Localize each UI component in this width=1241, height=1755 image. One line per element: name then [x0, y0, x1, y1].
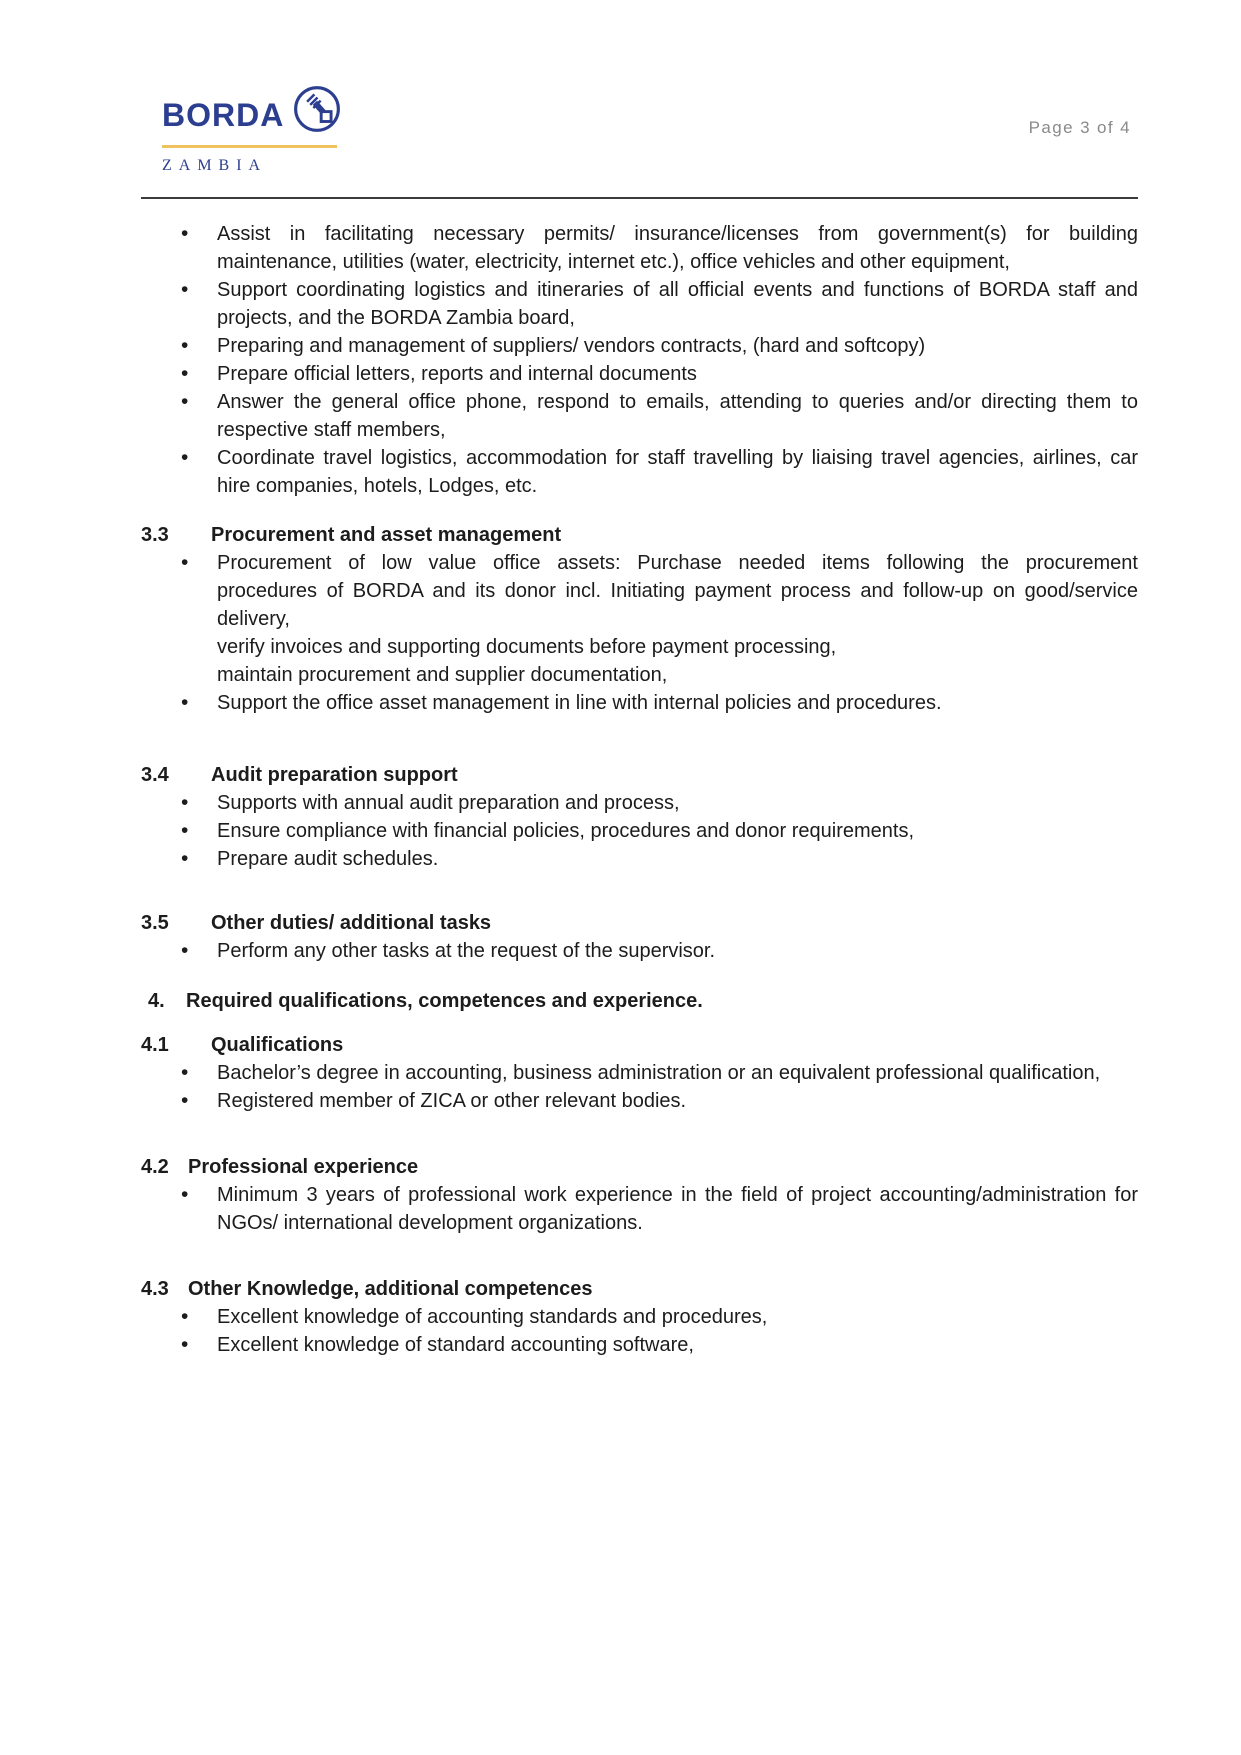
section-number: 4. — [148, 990, 165, 1012]
header-divider — [141, 197, 1138, 199]
bullet-item — [141, 388, 1138, 444]
bullet-text: • Preparing and management of suppliers/ vendors contracts, (hard and softcopy) — [217, 335, 926, 357]
section-heading-3-4 — [141, 761, 1138, 789]
section-title: Other duties/ additional tasks — [211, 912, 492, 934]
logo-accent-line — [162, 145, 337, 148]
section-4-1-bullet-list — [141, 1059, 1138, 1115]
bullet-text-line: procedures of BORDA and its donor incl. Initiating payment process and follow-up on good/service — [217, 580, 1138, 602]
section-heading-4-1 — [141, 1031, 1138, 1059]
bullet-item — [141, 1087, 1138, 1115]
region-label: ZAMBIA — [162, 157, 268, 174]
bullet-item — [141, 332, 1138, 360]
section-title: Audit preparation support — [211, 764, 458, 786]
section-number: 4.3 — [141, 1278, 169, 1300]
section-title: Procurement and asset management — [211, 524, 562, 546]
bullet-item — [141, 360, 1138, 388]
bullet-text-line: • Procurement of low value office assets: Purchase needed items following the procurement — [217, 552, 1138, 574]
bullet-text: • Excellent knowledge of standard accounting software, — [217, 1334, 694, 1356]
bullet-text: • Coordinate travel logistics, accommodation for staff travelling by liaising travel agencies, airlines, car hire companies, hotels, Lodges, etc. — [217, 447, 1138, 497]
intro-bullet-list — [141, 220, 1138, 500]
borda-wordmark: BORDA — [162, 97, 285, 133]
bullet-text: • Answer the general office phone, respond to emails, attending to queries and/or directing them to respective staff members, — [217, 391, 1138, 441]
section-3-3-bullet-list — [141, 549, 1138, 717]
section-title: Professional experience — [188, 1156, 419, 1178]
section-4-2-bullet-list — [141, 1181, 1138, 1237]
bullet-text: • Minimum 3 years of professional work experience in the field of project accounting/administration for NGOs/ international development organizations. — [217, 1184, 1138, 1234]
section-3-4-bullet-list — [141, 789, 1138, 873]
section-heading-3-5 — [141, 909, 1138, 937]
section-heading-3-3 — [141, 521, 1138, 549]
section-number: 3.5 — [141, 912, 169, 934]
bullet-text: • Support coordinating logistics and itineraries of all official events and functions of BORDA staff and projects, and the BORDA Zambia board, — [217, 279, 1138, 329]
bullet-text: • Excellent knowledge of accounting standards and procedures, — [217, 1306, 768, 1328]
section-title: Other Knowledge, additional competences — [188, 1278, 593, 1300]
section-heading-4-2 — [141, 1153, 1138, 1181]
bullet-text: • Ensure compliance with financial policies, procedures and donor requirements, — [217, 820, 915, 842]
bullet-item — [141, 689, 1138, 717]
section-title: Qualifications — [211, 1034, 344, 1056]
bullet-item — [141, 444, 1138, 500]
bullet-text: • Support the office asset management in line with internal policies and procedures. — [217, 692, 942, 714]
bullet-item — [141, 937, 1138, 965]
logo-row — [162, 84, 342, 134]
bullet-item — [141, 1303, 1138, 1331]
bullet-item — [141, 1181, 1138, 1237]
document-body — [141, 197, 1138, 1359]
bullet-text: • Prepare audit schedules. — [217, 848, 439, 870]
section-number: 3.3 — [141, 524, 169, 546]
bullet-item — [141, 1331, 1138, 1359]
bullet-item — [141, 845, 1138, 873]
bullet-item — [141, 1059, 1138, 1087]
bullet-continuation-line: verify invoices and supporting documents before payment processing, — [217, 636, 837, 658]
bullet-text: • Assist in facilitating necessary permits/ insurance/licenses from government(s) for building maintenance, utilities (water, electricity, internet etc.), office vehicles and other equipment, — [217, 223, 1138, 273]
section-number: 4.1 — [141, 1034, 169, 1056]
section-3-5-bullet-list — [141, 937, 1138, 965]
bullet-text: • Prepare official letters, reports and internal documents — [217, 363, 697, 385]
bullet-text: • Supports with annual audit preparation and process, — [217, 792, 680, 814]
borda-logo-icon — [292, 84, 342, 134]
bullet-text-line: delivery, — [217, 608, 290, 630]
bullet-item — [141, 276, 1138, 332]
section-4-3-bullet-list — [141, 1303, 1138, 1359]
borda-logo — [162, 84, 342, 175]
bullet-text: • Bachelor’s degree in accounting, business administration or an equivalent professional qualification, — [217, 1062, 1101, 1084]
bullet-item — [141, 789, 1138, 817]
bullet-item — [141, 549, 1138, 689]
bullet-text: • Perform any other tasks at the request of the supervisor. — [217, 940, 716, 962]
section-heading-4 — [141, 987, 1138, 1015]
section-title: Required qualifications, competences and experience. — [186, 990, 703, 1012]
bullet-item — [141, 817, 1138, 845]
section-heading-4-3 — [141, 1275, 1138, 1303]
bullet-item — [141, 220, 1138, 276]
page-number: Page 3 of 4 — [1028, 118, 1131, 137]
section-number: 3.4 — [141, 764, 169, 786]
bullet-text: • Registered member of ZICA or other relevant bodies. — [217, 1090, 687, 1112]
bullet-continuation-line: maintain procurement and supplier documentation, — [217, 664, 668, 686]
section-number: 4.2 — [141, 1156, 169, 1178]
